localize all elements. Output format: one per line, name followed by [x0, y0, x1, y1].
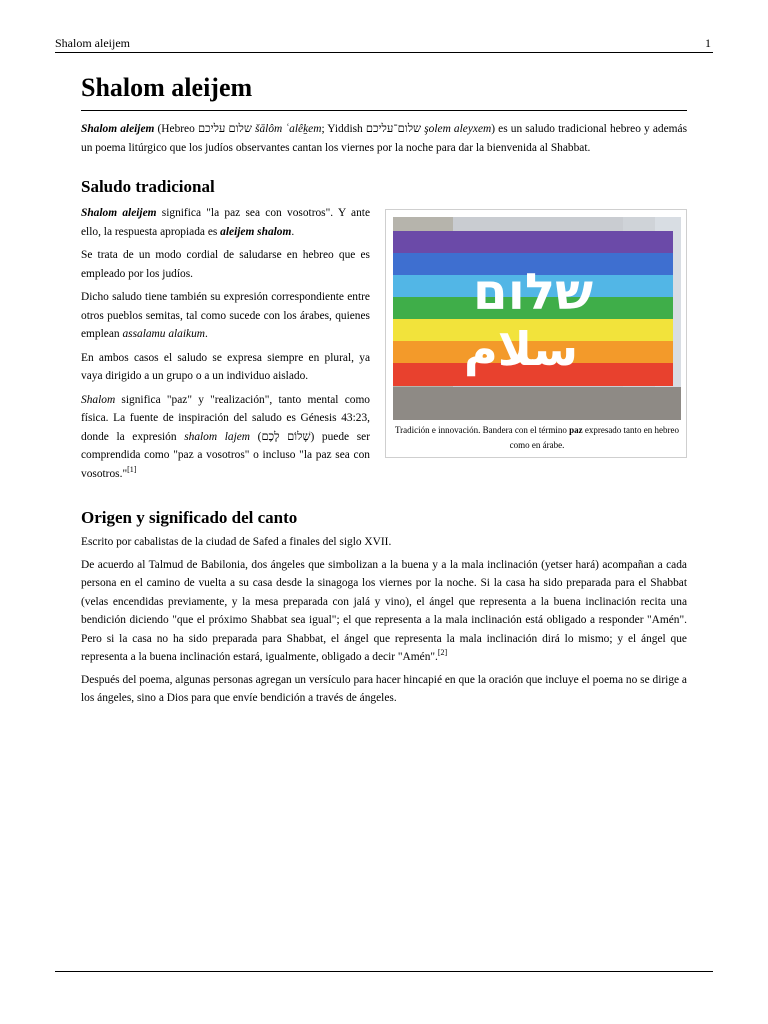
saludo-term-shalom: Shalom: [81, 393, 116, 406]
saludo-term-arabic: assalamu alaikum: [122, 328, 206, 340]
article: [81, 72, 687, 712]
origen-text-2: De acuerdo al Talmud de Babilonia, dos ángeles que simbolizan a la buena y a la mala inclinación (yetser hará) acompañan a cada persona en el camino de vuelta a su casa desde la sinagoga los viernes por la noche. Si la casa ha sido preparada para el Shabbat (velas encendidas previamente, y la mesa preparada con jalá y vino), el ángel que representa a la buena inclinación recita una bendición diciendo "que el próximo Shabbat sea igual"; el que representa a la mala inclinación está obligado a responder "Amén". Pero si la casa no ha sido preparada para Shabbat, el ángel que representa la mala inclinación dirá lo mismo; y el ángel que representa a la buena inclinación estará, igualmente, obligado a decir "Amén".: [81, 558, 687, 663]
running-header: [55, 35, 713, 53]
caption-text-2: expresado tanto en hebreo como en árabe.: [509, 425, 680, 450]
flag-hebrew-text: שלום: [472, 263, 594, 321]
saludo-paragraph-2: Se trata de un modo cordial de saludarse en hebreo que es empleado por los judíos.: [81, 249, 370, 280]
section-saludo: [81, 204, 687, 488]
saludo-text-1b: .: [291, 225, 295, 238]
saludo-text-5: significa "paz" y "realización", tanto mental como física. La fuente de inspiración del saludo es Génesis 43:23, donde la expresión: [81, 393, 370, 443]
intro-term: Shalom aleijem: [81, 123, 155, 135]
intro-paragraph: [81, 120, 687, 157]
section-heading-saludo: Saludo tradicional: [81, 177, 215, 196]
intro-transliteration-yiddish: şolem aleyxem: [424, 123, 492, 135]
page-number: 1: [705, 36, 711, 50]
intro-text-3: ) es un saludo tradicional hebreo y además un poema litúrgico que los judíos observantes cantan los viernes por la noche para dar la bienvenida al Shabbat.: [81, 123, 688, 154]
intro-hebrew: שלום עליכם: [197, 123, 252, 135]
saludo-term: Shalom aleijem: [81, 207, 157, 219]
saludo-text-3: Dicho saludo tiene también su expresión correspondiente entre otros pueblos semitas, tal como sucede con los árabes, quienes emplean: [81, 291, 370, 340]
section-saludo-text: [81, 204, 370, 488]
saludo-text-5c: ) puede ser comprendida como "paz a vosotros" o incluso "la paz sea con vosotros.": [81, 430, 370, 480]
footer-rule: [55, 971, 713, 972]
reference-link-2[interactable]: [2]: [437, 648, 448, 657]
saludo-text-1: significa "la paz sea con vosotros". Y ante ello, la respuesta apropiada es: [81, 207, 371, 238]
saludo-paragraph-1: [81, 204, 370, 241]
figure: [385, 209, 687, 458]
saludo-paragraph-4: En ambos casos el saludo se expresa siempre en plural, ya vaya dirigido a un grupo o a un individuo aislado.: [81, 351, 370, 382]
rainbow-flag: [393, 217, 681, 420]
flag-stripe: [393, 231, 673, 254]
running-title: Shalom aleijem: [55, 36, 130, 50]
intro-text: (Hebreo: [154, 123, 198, 135]
caption-text-1: Tradición e innovación. Bandera con el término: [394, 425, 570, 435]
intro-yiddish: שלום־עליכם: [365, 123, 422, 135]
intro-text-2: ; Yiddish: [321, 123, 366, 135]
origen-paragraph-1: Escrito por cabalistas de la ciudad de Safed a finales del siglo XVII.: [81, 536, 392, 548]
saludo-hebrew: שָׁלוֹם לָכֶם: [261, 430, 311, 443]
article-title: Shalom aleijem: [81, 72, 687, 111]
caption-bold-term: paz: [569, 425, 583, 435]
saludo-paragraph-3: [81, 288, 370, 344]
section-origen: [81, 533, 687, 708]
figure-caption: [394, 423, 680, 452]
saludo-paragraph-5: [81, 391, 370, 484]
origen-paragraph-3: Después del poema, algunas personas agregan un versículo para hacer hincapié en que la oración que incluye el poema no se dirige a los ángeles, sino a Dios para que envíe bendición a través de ángeles.: [81, 673, 687, 704]
origen-paragraph-2: [81, 556, 687, 667]
saludo-term-response: aleijem shalom: [220, 225, 292, 238]
section-heading-origen: Origen y significado del canto: [81, 508, 298, 527]
intro-transliteration-hebrew: šālôm ʿalêḵem: [255, 123, 322, 135]
saludo-text-5b: (: [250, 430, 262, 443]
saludo-text-3b: .: [205, 328, 208, 340]
reference-link-1[interactable]: [1]: [127, 464, 137, 474]
flag-image: [393, 217, 681, 420]
flag-arabic-text: سلام: [464, 322, 578, 376]
saludo-term-lajem: shalom lajem: [184, 430, 251, 443]
